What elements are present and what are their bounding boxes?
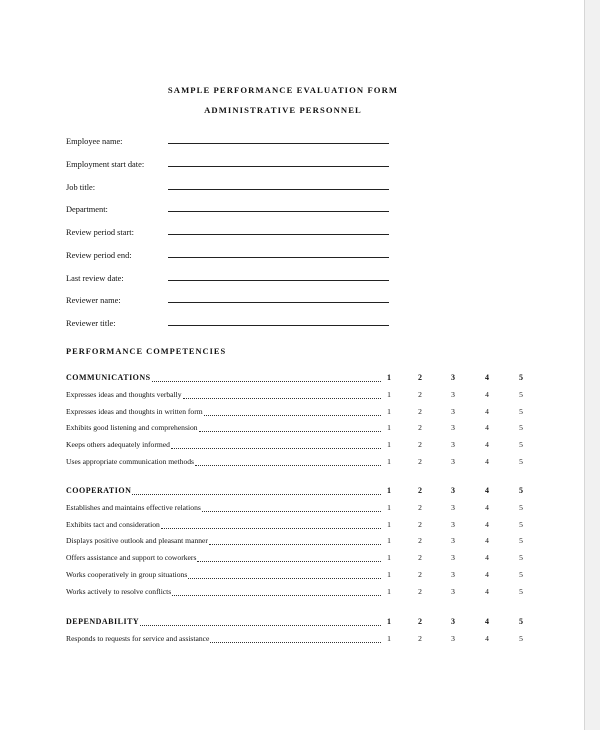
dot-leader	[195, 465, 381, 466]
rating-option-1[interactable]: 1	[387, 536, 391, 546]
rating-option-4[interactable]: 4	[485, 457, 489, 466]
rating-option-4[interactable]: 4	[485, 536, 489, 546]
field-label-review-period-start: Review period start:	[66, 228, 134, 237]
dot-leader	[172, 595, 381, 596]
rating-option-5[interactable]: 5	[519, 502, 523, 512]
section-heading-cooperation	[66, 486, 536, 498]
section-title: DEPENDABILITY	[66, 617, 140, 626]
competency-row	[66, 423, 536, 435]
dot-leader	[197, 561, 381, 562]
competency-row	[66, 553, 536, 565]
rating-option-2[interactable]: 2	[418, 486, 422, 495]
rating-option-5[interactable]: 5	[519, 440, 523, 450]
dot-leader	[132, 494, 381, 495]
rating-option-2[interactable]: 2	[418, 553, 422, 563]
rating-option-5[interactable]: 5	[519, 536, 523, 546]
rating-option-5[interactable]: 5	[519, 486, 523, 495]
rating-option-5[interactable]: 5	[519, 586, 523, 596]
dot-leader	[188, 578, 381, 579]
competency-row	[66, 570, 536, 582]
competency-row	[66, 440, 536, 452]
competency-label: Responds to requests for service and assistance	[66, 633, 210, 643]
competency-row	[66, 634, 536, 646]
rating-option-1[interactable]: 1	[387, 502, 391, 512]
competency-label: Expresses ideas and thoughts in written form	[66, 406, 203, 416]
competency-label: Offers assistance and support to coworkers	[66, 553, 197, 563]
rating-option-2[interactable]: 2	[418, 440, 422, 450]
field-input-line-employment-start-date[interactable]	[168, 166, 389, 167]
rating-option-4[interactable]: 4	[485, 519, 489, 529]
dot-leader	[171, 448, 381, 449]
rating-option-4[interactable]: 4	[485, 586, 489, 596]
rating-option-3[interactable]: 3	[451, 486, 455, 495]
dot-leader	[202, 511, 381, 512]
rating-option-2[interactable]: 2	[418, 586, 422, 596]
rating-option-2[interactable]: 2	[418, 536, 422, 546]
rating-option-1[interactable]: 1	[387, 440, 391, 450]
rating-option-4[interactable]: 4	[485, 570, 489, 579]
rating-option-3[interactable]: 3	[451, 457, 455, 466]
rating-option-3[interactable]: 3	[451, 536, 455, 546]
rating-option-3[interactable]: 3	[451, 406, 455, 416]
rating-option-3[interactable]: 3	[451, 519, 455, 529]
rating-option-2[interactable]: 2	[418, 633, 422, 643]
competency-label: Works cooperatively in group situations	[66, 570, 188, 579]
field-input-line-last-review-date[interactable]	[168, 280, 389, 281]
rating-option-4[interactable]: 4	[485, 553, 489, 563]
rating-option-3[interactable]: 3	[451, 570, 455, 579]
rating-option-2[interactable]: 2	[418, 457, 422, 466]
competency-label: Keeps others adequately informed	[66, 440, 170, 450]
field-input-line-job-title[interactable]	[168, 189, 389, 190]
dot-leader	[210, 642, 381, 643]
rating-option-2[interactable]: 2	[418, 389, 422, 399]
form-title: SAMPLE PERFORMANCE EVALUATION FORM	[167, 85, 399, 95]
dot-leader	[204, 415, 381, 416]
field-label-employment-start-date: Employment start date:	[66, 159, 145, 169]
field-label-reviewer-name: Reviewer name:	[66, 296, 121, 306]
dot-leader	[161, 528, 381, 529]
rating-option-1[interactable]: 1	[387, 633, 391, 643]
competency-label: Expresses ideas and thoughts verbally	[66, 389, 182, 399]
rating-option-3[interactable]: 3	[451, 423, 455, 433]
field-input-line-review-period-end[interactable]	[168, 257, 389, 258]
rating-option-1[interactable]: 1	[387, 389, 391, 399]
field-input-line-employee-name[interactable]	[168, 143, 389, 144]
field-label-last-review-date: Last review date:	[66, 273, 124, 283]
rating-option-3[interactable]: 3	[451, 586, 455, 596]
section-title: COOPERATION	[66, 486, 132, 495]
competency-label: Uses appropriate communication methods	[66, 457, 195, 466]
competency-label: Exhibits good listening and comprehension	[66, 423, 198, 433]
field-input-line-reviewer-title[interactable]	[168, 325, 389, 326]
field-label-reviewer-title: Reviewer title:	[66, 319, 116, 328]
rating-option-1[interactable]: 1	[387, 373, 391, 382]
field-label-review-period-end: Review period end:	[66, 250, 132, 260]
rating-option-4[interactable]: 4	[485, 440, 489, 450]
rating-option-4[interactable]: 4	[485, 423, 489, 433]
field-label-employee-name: Employee name:	[66, 137, 123, 146]
rating-option-5[interactable]: 5	[519, 553, 523, 563]
dot-leader	[152, 381, 381, 382]
competency-label: Displays positive outlook and pleasant manner	[66, 536, 208, 546]
field-input-line-reviewer-name[interactable]	[168, 302, 389, 303]
rating-option-1[interactable]: 1	[387, 553, 391, 563]
competency-row	[66, 520, 536, 532]
rating-option-4[interactable]: 4	[485, 389, 489, 399]
rating-option-3[interactable]: 3	[451, 617, 455, 626]
form-subtitle: ADMINISTRATIVE PERSONNEL	[204, 105, 362, 115]
rating-option-2[interactable]: 2	[418, 570, 422, 579]
rating-option-3[interactable]: 3	[451, 502, 455, 512]
rating-option-3[interactable]: 3	[451, 440, 455, 450]
rating-option-5[interactable]: 5	[519, 457, 523, 466]
rating-option-1[interactable]: 1	[387, 617, 391, 626]
rating-option-2[interactable]: 2	[418, 423, 422, 433]
rating-option-2[interactable]: 2	[418, 502, 422, 512]
rating-option-3[interactable]: 3	[451, 633, 455, 643]
rating-option-5[interactable]: 5	[519, 519, 523, 529]
rating-option-1[interactable]: 1	[387, 406, 391, 416]
rating-option-4[interactable]: 4	[485, 486, 489, 495]
competencies-heading: PERFORMANCE COMPETENCIES	[66, 347, 227, 356]
competency-row	[66, 407, 536, 419]
rating-option-1[interactable]: 1	[387, 586, 391, 596]
rating-option-3[interactable]: 3	[451, 373, 455, 382]
rating-option-1[interactable]: 1	[387, 570, 391, 579]
rating-option-4[interactable]: 4	[485, 617, 489, 626]
competency-row	[66, 536, 536, 548]
rating-option-5[interactable]: 5	[519, 406, 523, 416]
field-input-line-review-period-start[interactable]	[168, 234, 389, 235]
competency-label: Exhibits tact and consideration	[66, 519, 160, 529]
field-label-department: Department:	[66, 205, 108, 215]
rating-option-2[interactable]: 2	[418, 519, 422, 529]
competency-row	[66, 457, 536, 469]
dot-leader	[140, 625, 381, 626]
rating-option-5[interactable]: 5	[519, 373, 523, 382]
field-input-line-department[interactable]	[168, 211, 389, 212]
competency-row	[66, 390, 536, 402]
rating-option-3[interactable]: 3	[451, 553, 455, 563]
section-heading-dependability	[66, 617, 536, 629]
dot-leader	[199, 431, 381, 432]
rating-option-1[interactable]: 1	[387, 423, 391, 433]
rating-option-2[interactable]: 2	[418, 373, 422, 382]
dot-leader	[209, 544, 381, 545]
section-title: COMMUNICATIONS	[66, 373, 151, 382]
rating-option-5[interactable]: 5	[519, 389, 523, 399]
dot-leader	[183, 398, 381, 399]
rating-option-1[interactable]: 1	[387, 486, 391, 495]
field-label-job-title: Job title:	[66, 182, 96, 192]
rating-option-5[interactable]: 5	[519, 633, 523, 643]
rating-option-1[interactable]: 1	[387, 457, 391, 466]
rating-option-2[interactable]: 2	[418, 617, 422, 626]
rating-option-5[interactable]: 5	[519, 423, 523, 433]
competency-label: Establishes and maintains effective relations	[66, 502, 201, 512]
rating-option-3[interactable]: 3	[451, 389, 455, 399]
section-heading-communications	[66, 373, 536, 385]
competency-label: Works actively to resolve conflicts	[66, 586, 172, 596]
rating-option-4[interactable]: 4	[485, 373, 489, 382]
competency-row	[66, 587, 536, 599]
rating-option-2[interactable]: 2	[418, 406, 422, 416]
rating-option-1[interactable]: 1	[387, 519, 391, 529]
rating-option-5[interactable]: 5	[519, 617, 523, 626]
rating-option-4[interactable]: 4	[485, 406, 489, 416]
rating-option-5[interactable]: 5	[519, 570, 523, 579]
competency-row	[66, 503, 536, 515]
rating-option-4[interactable]: 4	[485, 502, 489, 512]
rating-option-4[interactable]: 4	[485, 633, 489, 643]
